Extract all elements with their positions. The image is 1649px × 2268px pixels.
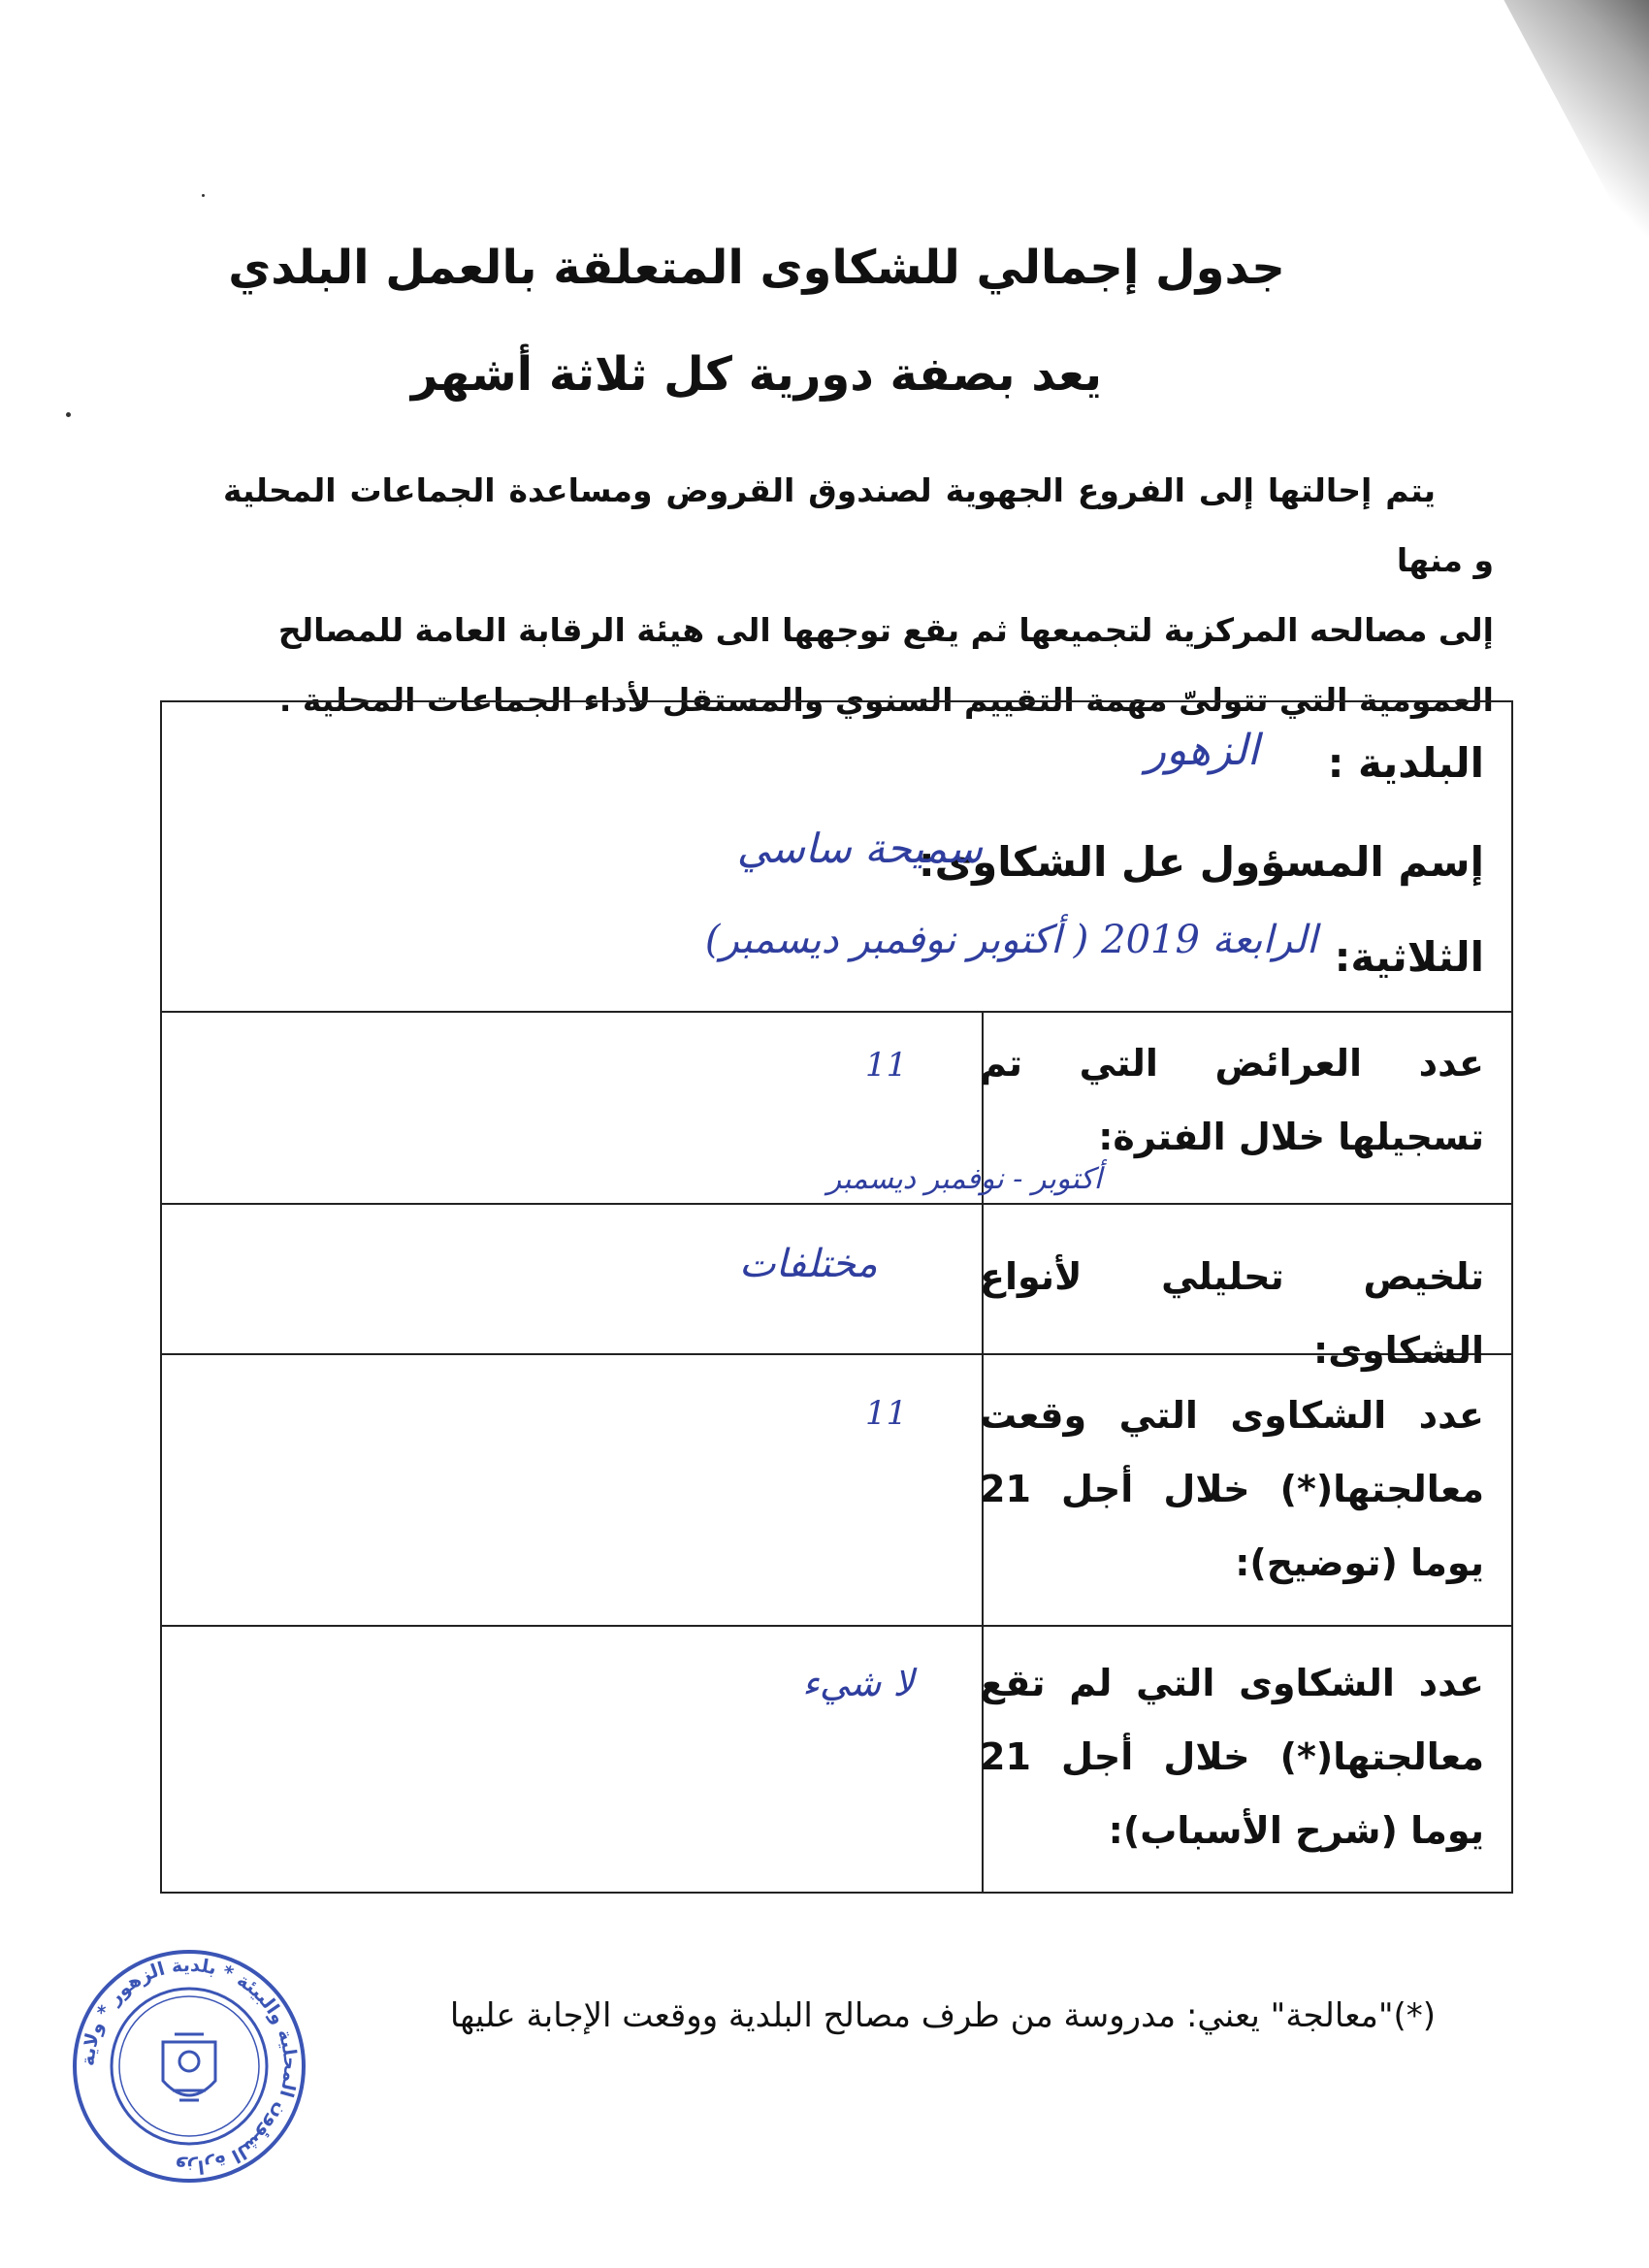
scan-speck [202, 194, 205, 197]
row-value: مختلفات [739, 1242, 878, 1286]
intro-line: يتم إحالتها إلى الفروع الجهوية لصندوق القروض ومساعدة الجماعات المحلية و منها [223, 471, 1494, 579]
row-value: لا شيء [802, 1662, 915, 1704]
row-value: 11 [865, 1046, 908, 1085]
scan-corner-shadow [1484, 0, 1649, 272]
stamp-text: وزارة الشؤون المحلية والبيئة * بلدية الزهور * ولاية [77, 1954, 302, 2179]
officer-value: سميحة ساسي [736, 825, 983, 872]
row-value: 11 [865, 1394, 908, 1433]
complaints-form-table [160, 700, 1513, 1894]
intro-paragraph [223, 456, 1494, 735]
municipality-label: البلدية : [1327, 739, 1484, 787]
row-label: عدد الشكاوى التي وقعت معالجتها(*) خلال أجل 21 يوما (توضيح): [980, 1394, 1484, 1584]
document-title: جدول إجمالي للشكاوى المتعلقة بالعمل البلدي [228, 241, 1285, 295]
scan-speck [66, 412, 71, 417]
row-label: تلخيص تحليلي لأنواع الشكاوى: [980, 1255, 1484, 1372]
row-label: عدد العرائض التي تم تسجيلها خلال الفترة: [980, 1042, 1484, 1158]
municipal-stamp [68, 1945, 310, 2187]
quarter-label: الثلاثية: [1334, 933, 1484, 981]
table-row [162, 1355, 1511, 1627]
table-row [162, 1205, 1511, 1372]
document-subtitle: يعد بصفة دورية كل ثلاثة أشهر [410, 347, 1103, 402]
intro-line: العمومية التي تتولىّ مهمة التقييم السنوي والمستقل لأداء الجماعات المحلية . [278, 681, 1494, 719]
officer-label: إسم المسؤول عل الشكاوى: [918, 838, 1484, 886]
footnote: (*)"معالجة" يعني: مدروسة من طرف مصالح البلدية ووقعت الإجابة عليها [449, 1996, 1436, 2035]
row-value-note: أكتوبر - نوفمبر ديسمبر [826, 1162, 1102, 1196]
municipality-value: الزهور [1145, 726, 1259, 775]
table-row [162, 1011, 1511, 1205]
row-label: عدد الشكاوى التي لم تقع معالجتها(*) خلال أجل 21 يوما (شرح الأسباب): [980, 1662, 1484, 1852]
table-row [162, 1627, 1511, 1894]
quarter-value: الرابعة 2019 ( أكتوبر نوفمبر ديسمبر) [704, 918, 1317, 962]
intro-line: إلى مصالحه المركزية لتجميعها ثم يقع توجهها الى هيئة الرقابة العامة للمصالح [277, 611, 1494, 649]
form-header-section [162, 702, 1511, 1013]
